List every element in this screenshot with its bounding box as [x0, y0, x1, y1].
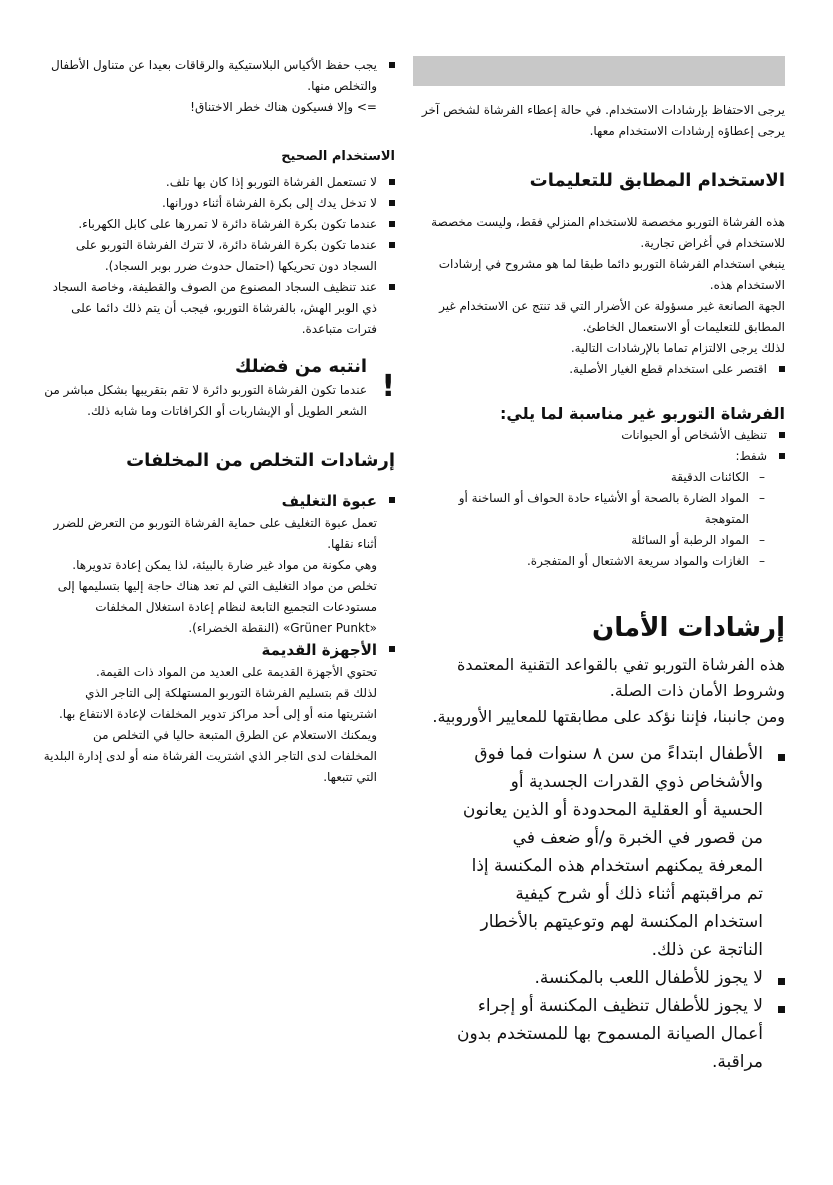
list-text: لا يجوز للأطفال تنظيف المكنسة أو إجراء أعمال الصيانة المسموح بها للمستخدم بدون مراقبة. — [457, 996, 763, 1072]
list-item — [43, 639, 395, 788]
right-column — [413, 100, 785, 1076]
unsuitable-list — [413, 425, 785, 572]
bullet-square-icon — [389, 179, 395, 185]
attention-box — [43, 354, 395, 422]
dash-item — [413, 551, 785, 572]
list-item — [413, 359, 785, 380]
bags-line1: يجب حفظ الأكياس البلاستيكية والرقاقات بعيدا عن متناول الأطفال — [50, 58, 377, 72]
list-text: لا يجوز للأطفال اللعب بالمكنسة. — [534, 968, 763, 988]
correct-use-list — [43, 172, 395, 340]
bags-line2: والتخلص منها. — [307, 79, 377, 93]
list-text: المواد الرطبة أو السائلة — [631, 533, 749, 547]
safety-list — [455, 740, 785, 1076]
bullet-square-icon — [779, 453, 785, 459]
intended-p3: الجهة الصانعة غير مسؤولة عن الأضرار التي قد تنتج عن الاستخدام غير المطابق للتعليمات أو الاستعمال الخاطئ. — [439, 299, 785, 334]
dash-item — [413, 467, 785, 488]
disposal-title: إرشادات التخلص من المخلفات — [126, 450, 395, 471]
bullet-square-icon — [389, 284, 395, 290]
exclamation-icon: ! — [381, 369, 395, 404]
intro-text: يرجى الاحتفاظ بإرشادات الاستخدام. في حالة إعطاء الفرشاة لشخص آخر يرجى إعطاؤه إرشادات الاستخدام معها. — [421, 103, 785, 138]
list-item — [43, 55, 395, 118]
bullet-square-icon — [389, 221, 395, 227]
list-text: عندما تكون بكرة الفرشاة دائرة، لا تترك الفرشاة التوربو على السجاد دون تحريكها (احتمال حدوث ضرر بوبر السجاد). — [75, 238, 377, 273]
list-text: المواد الضارة بالصحة أو الأشياء حادة الحواف أو الساخنة أو المتوهجة — [458, 491, 749, 526]
dash-icon: – — [759, 554, 765, 568]
list-text: اقتصر على استخدام قطع الغيار الأصلية. — [569, 362, 767, 376]
dash-item — [413, 530, 785, 551]
list-item — [413, 425, 785, 446]
bags-warning — [43, 55, 395, 118]
intended-p4: لذلك يرجى الالتزام تماما بالإرشادات التالية. — [570, 341, 785, 355]
old-devices-title: الأجهزة القديمة — [261, 641, 377, 659]
list-item — [43, 490, 395, 639]
dash-icon: – — [759, 533, 765, 547]
intended-p2: ينبغي استخدام الفرشاة التوربو دائما طبقا لما هو مشروح في إرشادات الاستخدام هذه. — [438, 257, 785, 292]
dash-icon: – — [759, 491, 765, 505]
list-item — [455, 964, 785, 992]
bullet-square-icon — [779, 366, 785, 372]
dash-item — [413, 488, 785, 530]
bullet-square-icon — [778, 754, 785, 761]
list-text: الغازات والمواد سريعة الاشتعال أو المتفجرة. — [526, 554, 749, 568]
bags-line3: => وإلا فسيكون هناك خطر الاختناق! — [190, 100, 377, 114]
attention-text: عندما تكون الفرشاة التوربو دائرة لا تقم بتقريبها بشكل مباشر من الشعر الطويل أو الإيشاربات أو الكرافاتات وما شابه ذلك. — [44, 383, 367, 418]
unsuitable-title: الفرشاة التوربو غير مناسبة لما يلي: — [500, 404, 785, 423]
disposal-list — [43, 490, 395, 788]
list-text: الكائنات الدقيقة — [670, 470, 749, 484]
list-text: لا تستعمل الفرشاة التوربو إذا كان بها تلف. — [165, 175, 377, 189]
bullet-square-icon — [389, 200, 395, 206]
intended-p1: هذه الفرشاة التوربو مخصصة للاستخدام المنزلي فقط، وليست مخصصة للاستخدام في أغراض تجارية. — [431, 215, 785, 250]
list-item — [43, 214, 395, 235]
packaging-p1: تعمل عبوة التغليف على حماية الفرشاة التوربو من التعرض للضرر أثناء نقلها. — [53, 516, 377, 551]
intended-list — [413, 359, 785, 380]
bullet-square-icon — [779, 432, 785, 438]
bullet-square-icon — [778, 978, 785, 985]
list-item — [43, 277, 395, 340]
safety-p1: هذه الفرشاة التوربو تفي بالقواعد التقنية المعتمدة وشروط الأمان ذات الصلة. — [457, 655, 785, 700]
list-text: لا تدخل يدك إلى بكرة الفرشاة أثناء دورانها. — [162, 196, 377, 210]
list-item — [43, 172, 395, 193]
left-column — [43, 55, 395, 788]
intended-use-title: الاستخدام المطابق للتعليمات — [529, 170, 785, 191]
bullet-square-icon — [389, 62, 395, 68]
bullet-square-icon — [778, 1006, 785, 1013]
list-item — [43, 193, 395, 214]
packaging-p3: تخلص من مواد التغليف التي لم تعد هناك حاجة إليها بتسليمها إلى مستودعات التجميع التابعة لنظام إعادة استغلال المخلفات «Grüner Punkt» (النقطة الخضراء). — [57, 579, 377, 635]
list-text: عند تنظيف السجاد المصنوع من الصوف والقطيفة، وخاصة السجاد ذي الوبر الهش، بالفرشاة التوربو، فيجب أن يتم ذلك دائما على فترات متباعدة. — [52, 280, 377, 336]
header-bar — [413, 56, 785, 86]
packaging-title: عبوة التغليف — [281, 492, 377, 510]
bullet-square-icon — [389, 242, 395, 248]
correct-use-title: الاستخدام الصحيح — [281, 149, 395, 164]
packaging-p2: وهي مكونة من مواد غير ضارة بالبيئة، لذا يمكن إعادة تدويرها. — [72, 558, 377, 572]
old-devices-p1: تحتوي الأجهزة القديمة على العديد من المواد ذات القيمة. — [96, 665, 377, 679]
safety-p2: ومن جانبنا، فإننا نؤكد على مطابقتها للمعايير الأوروبية. — [432, 707, 785, 726]
old-devices-p2: لذلك قم بتسليم الفرشاة التوربو المستهلكة إلى التاجر الذي اشتريتها منه أو إلى أحد مراكز تدوير المخلفات لإعادة الانتفاع بها. ويمكنك الاستعلام عن الطرق المتبعة حاليا في التخلص من المخلفات لدى التاجر الذي اشتريت الفرشاة منه أو لدى إدارة البلدية التي تتبعها. — [43, 686, 377, 784]
list-text: شفط: — [735, 449, 767, 463]
list-item — [455, 740, 785, 964]
attention-title: انتبه من فضلك — [234, 356, 367, 377]
safety-title: إرشادات الأمان — [592, 613, 785, 643]
bullet-square-icon — [389, 646, 395, 652]
bullet-square-icon — [389, 497, 395, 503]
dash-icon: – — [759, 470, 765, 484]
list-item — [43, 235, 395, 277]
list-text: تنظيف الأشخاص أو الحيوانات — [621, 428, 767, 442]
list-text: عندما تكون بكرة الفرشاة دائرة لا تمررها على كابل الكهرباء. — [78, 217, 377, 231]
list-item — [455, 992, 785, 1076]
list-item — [413, 446, 785, 467]
list-text: الأطفال ابتداءً من سن ٨ سنوات فما فوق والأشخاص ذوي القدرات الجسدية أو الحسية أو العقلية المحدودة أو الذين يعانون من قصور في الخبرة و/أو ضعف في المعرفة يمكنهم استخدام هذه المكنسة إذا تم مراقبتهم أثناء ذلك أو شرح كيفية استخدام المكنسة لهم وتوعيتهم بالأخطار الناتجة عن ذلك. — [462, 744, 763, 960]
